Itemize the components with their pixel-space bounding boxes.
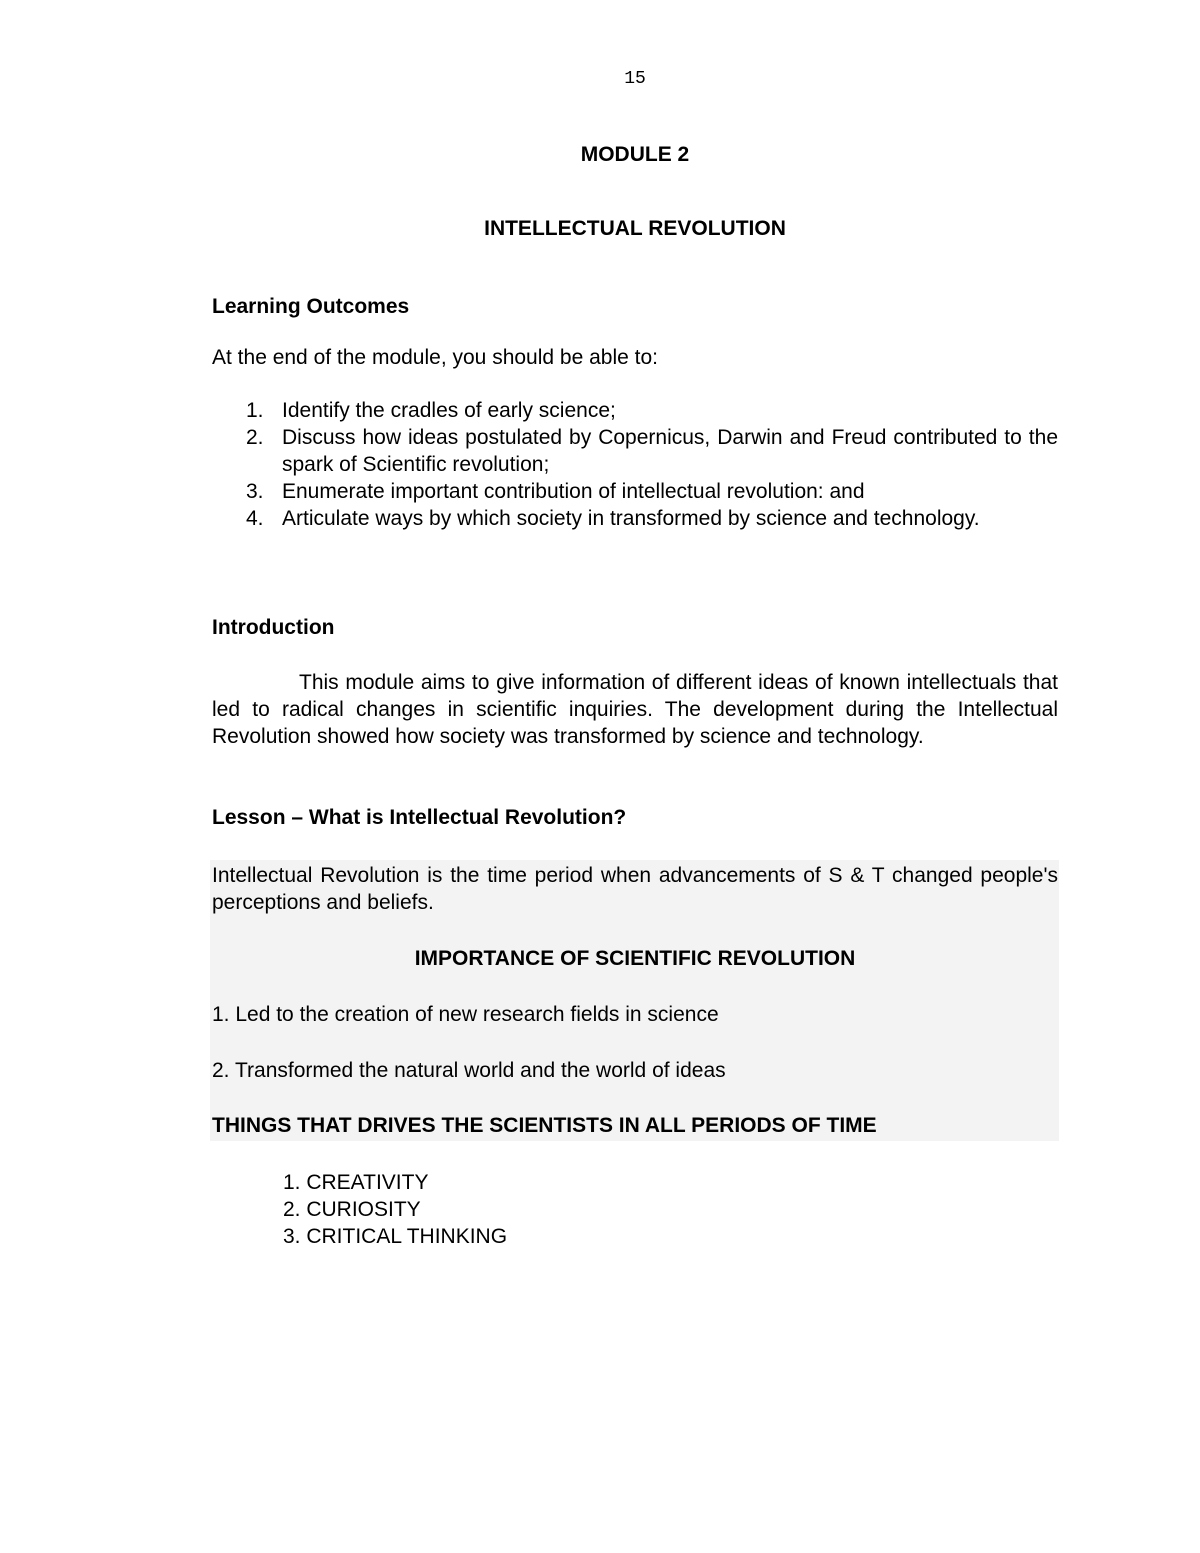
drivers-list	[283, 1169, 507, 1250]
importance-item: 2. Transformed the natural world and the world of ideas	[212, 1059, 726, 1082]
list-item-number: 4.	[246, 507, 264, 530]
lesson-definition: Intellectual Revolution is the time period when advancements of S & T changed people's perceptions and beliefs.	[212, 864, 1058, 914]
drivers-heading: THINGS THAT DRIVES THE SCIENTISTS IN ALL PERIODS OF TIME	[212, 1114, 877, 1137]
learning-outcomes-intro: At the end of the module, you should be able to:	[212, 346, 658, 369]
list-item	[212, 478, 1058, 505]
list-item: 2. CURIOSITY	[283, 1198, 421, 1221]
list-item: 1. CREATIVITY	[283, 1171, 429, 1194]
learning-outcomes-list	[212, 397, 1058, 532]
module-title: MODULE 2	[580, 143, 690, 166]
list-item	[212, 505, 1058, 532]
importance-item: 1. Led to the creation of new research fields in science	[212, 1003, 719, 1026]
list-item-number: 3.	[246, 480, 264, 503]
list-item-text: Discuss how ideas postulated by Copernicus, Darwin and Freud contributed to the spark of Scientific revolution;	[282, 426, 1058, 476]
list-item-text: Identify the cradles of early science;	[282, 399, 616, 422]
list-item-text: Enumerate important contribution of intellectual revolution: and	[282, 480, 865, 503]
list-item-number: 1.	[246, 399, 264, 422]
list-item-text: Articulate ways by which society in transformed by science and technology.	[282, 507, 980, 530]
module-subtitle: INTELLECTUAL REVOLUTION	[484, 217, 786, 240]
list-item: 3. CRITICAL THINKING	[283, 1225, 508, 1248]
list-item	[212, 424, 1058, 478]
introduction-body: This module aims to give information of different ideas of known intellectuals that led to radical changes in scientific inquiries. The development during the Intellectual Revolution showed how society was transformed by science and technology.	[212, 671, 1058, 748]
page-number: 15	[624, 69, 646, 89]
list-item-number: 2.	[246, 426, 264, 449]
list-item	[212, 397, 1058, 424]
introduction-heading: Introduction	[212, 616, 335, 639]
learning-outcomes-heading: Learning Outcomes	[212, 295, 410, 318]
importance-heading: IMPORTANCE OF SCIENTIFIC REVOLUTION	[414, 947, 856, 970]
lesson-heading: Lesson – What is Intellectual Revolution?	[212, 806, 627, 829]
